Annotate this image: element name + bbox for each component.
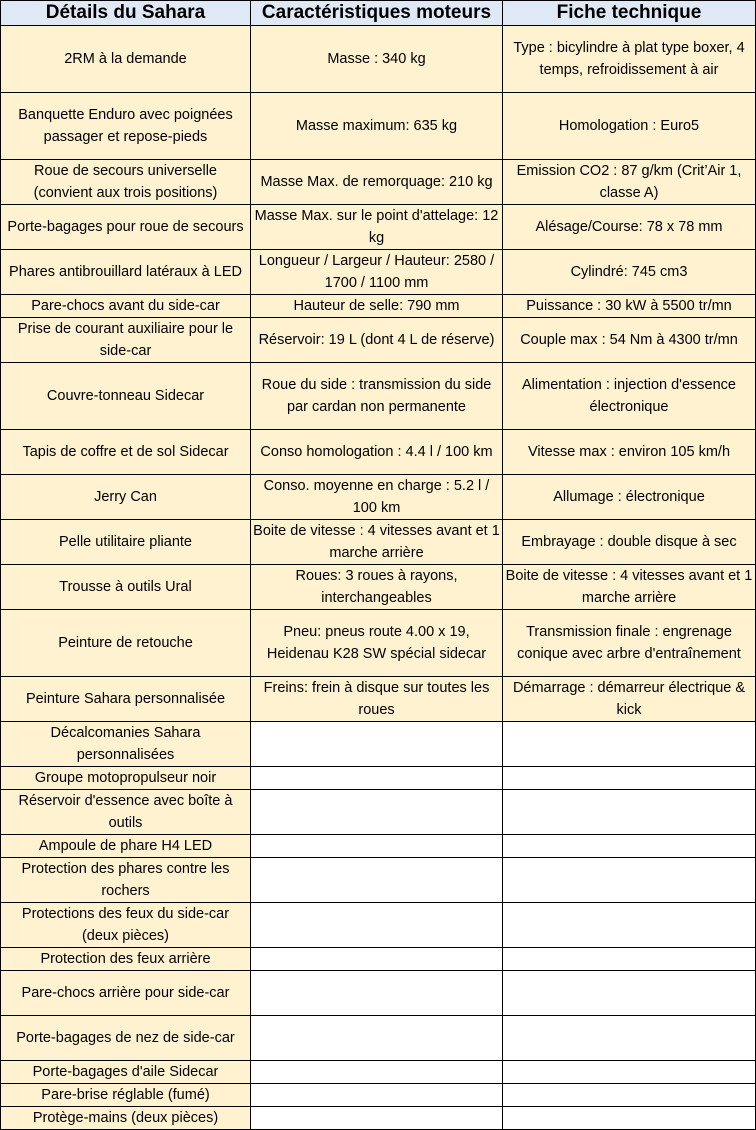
cell-details: Pare-brise réglable (fumé) bbox=[1, 1084, 251, 1107]
cell-engine bbox=[251, 722, 503, 767]
table-row bbox=[1, 971, 756, 1016]
cell-details: Pare-chocs avant du side-car bbox=[1, 295, 251, 318]
cell-details: Protection des phares contre les rochers bbox=[1, 858, 251, 903]
cell-technical bbox=[503, 903, 756, 948]
cell-details: Banquette Enduro avec poignées passager et repose-pieds bbox=[1, 93, 251, 160]
table-row bbox=[1, 1016, 756, 1061]
header-engine-characteristics: Caractéristiques moteurs bbox=[251, 1, 503, 26]
cell-details: Pelle utilitaire pliante bbox=[1, 520, 251, 565]
cell-technical: Vitesse max : environ 105 km/h bbox=[503, 430, 756, 475]
cell-technical: Boite de vitesse : 4 vitesses avant et 1 marche arrière bbox=[503, 565, 756, 610]
cell-engine bbox=[251, 948, 503, 971]
table-row bbox=[1, 948, 756, 971]
table-row bbox=[1, 520, 756, 565]
cell-engine bbox=[251, 1016, 503, 1061]
table-row bbox=[1, 903, 756, 948]
cell-details: Protection des feux arrière bbox=[1, 948, 251, 971]
cell-details: Porte-bagages d'aile Sidecar bbox=[1, 1061, 251, 1084]
cell-engine bbox=[251, 1061, 503, 1084]
cell-technical bbox=[503, 858, 756, 903]
cell-technical: Type : bicylindre à plat type boxer, 4 temps, refroidissement à air bbox=[503, 26, 756, 93]
cell-engine: Conso homologation : 4.4 l / 100 km bbox=[251, 430, 503, 475]
cell-engine bbox=[251, 1107, 503, 1130]
cell-details: Décalcomanies Sahara personnalisées bbox=[1, 722, 251, 767]
cell-engine bbox=[251, 767, 503, 790]
cell-details: Réservoir d'essence avec boîte à outils bbox=[1, 790, 251, 835]
cell-details: Protections des feux du side-car (deux pièces) bbox=[1, 903, 251, 948]
table-row bbox=[1, 1061, 756, 1084]
cell-technical bbox=[503, 767, 756, 790]
cell-technical bbox=[503, 948, 756, 971]
cell-details: Couvre-tonneau Sidecar bbox=[1, 363, 251, 430]
header-technical-sheet: Fiche technique bbox=[503, 1, 756, 26]
table-row bbox=[1, 93, 756, 160]
cell-engine: Boite de vitesse : 4 vitesses avant et 1 marche arrière bbox=[251, 520, 503, 565]
table-row bbox=[1, 722, 756, 767]
cell-engine bbox=[251, 1084, 503, 1107]
cell-details: Trousse à outils Ural bbox=[1, 565, 251, 610]
table-row bbox=[1, 250, 756, 295]
table-row bbox=[1, 1084, 756, 1107]
table-row bbox=[1, 1107, 756, 1130]
cell-engine bbox=[251, 790, 503, 835]
table-row bbox=[1, 565, 756, 610]
cell-technical: Alimentation : injection d'essence électronique bbox=[503, 363, 756, 430]
table-row bbox=[1, 858, 756, 903]
cell-engine: Réservoir: 19 L (dont 4 L de réserve) bbox=[251, 318, 503, 363]
cell-engine: Longueur / Largeur / Hauteur: 2580 / 1700 / 1100 mm bbox=[251, 250, 503, 295]
cell-technical: Embrayage : double disque à sec bbox=[503, 520, 756, 565]
cell-engine: Masse : 340 kg bbox=[251, 26, 503, 93]
table-row bbox=[1, 363, 756, 430]
cell-engine bbox=[251, 903, 503, 948]
cell-technical bbox=[503, 790, 756, 835]
cell-technical bbox=[503, 1061, 756, 1084]
cell-engine: Hauteur de selle: 790 mm bbox=[251, 295, 503, 318]
cell-technical: Démarrage : démarreur électrique & kick bbox=[503, 677, 756, 722]
table-row bbox=[1, 160, 756, 205]
cell-details: Groupe motopropulseur noir bbox=[1, 767, 251, 790]
table-row bbox=[1, 205, 756, 250]
cell-engine: Pneu: pneus route 4.00 x 19, Heidenau K28 SW spécial sidecar bbox=[251, 610, 503, 677]
table-row bbox=[1, 295, 756, 318]
cell-technical: Homologation : Euro5 bbox=[503, 93, 756, 160]
header-details: Détails du Sahara bbox=[1, 1, 251, 26]
cell-details: Pare-chocs arrière pour side-car bbox=[1, 971, 251, 1016]
table-row bbox=[1, 475, 756, 520]
cell-technical bbox=[503, 835, 756, 858]
header-row bbox=[1, 1, 756, 26]
cell-engine bbox=[251, 971, 503, 1016]
table-row bbox=[1, 835, 756, 858]
cell-details: Phares antibrouillard latéraux à LED bbox=[1, 250, 251, 295]
cell-details: 2RM à la demande bbox=[1, 26, 251, 93]
cell-engine: Freins: frein à disque sur toutes les roues bbox=[251, 677, 503, 722]
cell-technical: Couple max : 54 Nm à 4300 tr/mn bbox=[503, 318, 756, 363]
cell-details: Peinture de retouche bbox=[1, 610, 251, 677]
cell-engine bbox=[251, 858, 503, 903]
table-row bbox=[1, 677, 756, 722]
cell-engine: Conso. moyenne en charge : 5.2 l / 100 km bbox=[251, 475, 503, 520]
cell-technical: Alésage/Course: 78 x 78 mm bbox=[503, 205, 756, 250]
cell-details: Roue de secours universelle (convient aux trois positions) bbox=[1, 160, 251, 205]
cell-technical: Transmission finale : engrenage conique avec arbre d'entraînement bbox=[503, 610, 756, 677]
cell-technical bbox=[503, 971, 756, 1016]
cell-technical: Allumage : électronique bbox=[503, 475, 756, 520]
cell-details: Ampoule de phare H4 LED bbox=[1, 835, 251, 858]
table-row bbox=[1, 790, 756, 835]
cell-details: Tapis de coffre et de sol Sidecar bbox=[1, 430, 251, 475]
cell-engine: Masse Max. de remorquage: 210 kg bbox=[251, 160, 503, 205]
cell-technical: Emission CO2 : 87 g/km (Crit’Air 1, classe A) bbox=[503, 160, 756, 205]
cell-technical bbox=[503, 1107, 756, 1130]
cell-details: Porte-bagages de nez de side-car bbox=[1, 1016, 251, 1061]
cell-engine: Roues: 3 roues à rayons, interchangeables bbox=[251, 565, 503, 610]
cell-technical bbox=[503, 722, 756, 767]
cell-engine: Masse maximum: 635 kg bbox=[251, 93, 503, 160]
cell-engine: Masse Max. sur le point d'attelage: 12 kg bbox=[251, 205, 503, 250]
table-row bbox=[1, 318, 756, 363]
cell-technical: Puissance : 30 kW à 5500 tr/mn bbox=[503, 295, 756, 318]
cell-details: Jerry Can bbox=[1, 475, 251, 520]
cell-engine: Roue du side : transmission du side par cardan non permanente bbox=[251, 363, 503, 430]
table-row bbox=[1, 767, 756, 790]
cell-technical bbox=[503, 1016, 756, 1061]
cell-details: Peinture Sahara personnalisée bbox=[1, 677, 251, 722]
cell-engine bbox=[251, 835, 503, 858]
cell-details: Prise de courant auxiliaire pour le side-car bbox=[1, 318, 251, 363]
cell-details: Porte-bagages pour roue de secours bbox=[1, 205, 251, 250]
table-row bbox=[1, 610, 756, 677]
cell-details: Protège-mains (deux pièces) bbox=[1, 1107, 251, 1130]
table-row bbox=[1, 26, 756, 93]
cell-technical bbox=[503, 1084, 756, 1107]
table-row bbox=[1, 430, 756, 475]
cell-technical: Cylindré: 745 cm3 bbox=[503, 250, 756, 295]
